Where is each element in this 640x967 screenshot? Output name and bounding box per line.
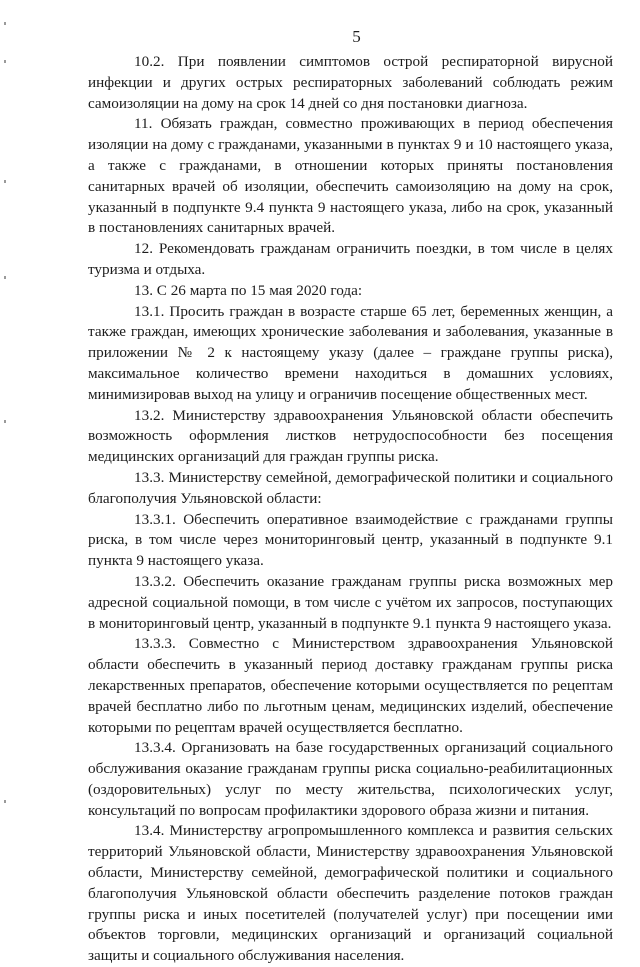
scan-mark xyxy=(4,276,6,279)
page-number: 5 xyxy=(352,27,361,46)
document-page xyxy=(88,26,613,967)
paragraph-11: 11. Обязать граждан, совместно проживающих в период обеспечения изоляции на дому с гражданами, указанными в пунктах 9 и 10 настоящего указа, а также с гражданами, в отношении которых приняты постановления санитарных врачей об изоляции, обеспечить самоизоляцию на дому на срок, указанный в подпункте 9.4 пункта 9 настоящего указа, либо на срок, указанный в постановлениях санитарных врачей. xyxy=(88,115,613,237)
paragraph-13-4: 13.4. Министерству агропромышленного комплекса и развития сельских территорий Ульяновской области, Министерству здравоохранения Ульяновской области, Министерству семейной, демографической политики и социального благополучия Ульяновской области обеспечить разделение потоков граждан группы риска и иных посетителей (получателей услуг) при посещении ими объектов торговли, медицинских организаций и организаций социальной защиты и социального обслуживания населения. xyxy=(88,822,613,965)
scan-mark xyxy=(4,22,6,25)
paragraph-12: 12. Рекомендовать гражданам ограничить поездки, в том числе в целях туризма и отдыха. xyxy=(88,240,613,278)
scan-mark xyxy=(4,180,6,183)
paragraph-13-3-2: 13.3.2. Обеспечить оказание гражданам группы риска возможных мер адресной социальной помощи, в том числе с учётом их запросов, поступающих в мониторинговый центр, указанный в подпункте 9.1 пункта 9 настоящего указа. xyxy=(88,572,613,632)
paragraph-10-2: 10.2. При появлении симптомов острой респираторной вирусной инфекции и других острых респираторных заболеваний соблюдать режим самоизоляции на дому на срок 14 дней со дня постановки диагноза. xyxy=(88,53,613,112)
paragraph-13-2: 13.2. Министерству здравоохранения Ульяновской области обеспечить возможность оформления листков нетрудоспособности без посещения медицинских организаций для граждан группы риска. xyxy=(88,406,613,466)
paragraph-13-3: 13.3. Министерству семейной, демографической политики и социального благополучия Ульяновской области: xyxy=(88,468,613,507)
paragraph-13-3-3: 13.3.3. Совместно с Министерством здравоохранения Ульяновской области обеспечить в указанный период доставку гражданам группы риска лекарственных препаратов, обеспечение которыми осуществляется по рецептам врачей бесплатно либо по льготным ценам, медицинских изделий, обеспечение которыми по рецептам врачей осуществляется бесплатно. xyxy=(88,635,613,736)
scan-mark xyxy=(4,60,6,63)
paragraph-13-1: 13.1. Просить граждан в возрасте старше 65 лет, беременных женщин, а также граждан, имеющих хронические заболевания и заболевания, указанные в приложении № 2 к настоящему указу (далее – граждане группы риска), максимальное количество времени находиться в домашних условиях, минимизировав выход на улицу и ограничив посещение общественных мест. xyxy=(88,302,613,403)
paragraph-13: 13. С 26 марта по 15 мая 2020 года: xyxy=(134,281,363,299)
paragraph-13-3-4: 13.3.4. Организовать на базе государственных организаций социального обслуживания оказание гражданам группы риска социально-реабилитационных (оздоровительных) услуг по месту жительства, психологических услуг, консультаций по вопросам профилактики здорового образа жизни и питания. xyxy=(88,739,613,819)
scan-mark xyxy=(4,420,6,423)
paragraph-13-3-1: 13.3.1. Обеспечить оперативное взаимодействие с гражданами группы риска, в том числе через мониторинговый центр, указанный в подпункте 9.1 пункта 9 настоящего указа. xyxy=(88,510,613,570)
scan-mark xyxy=(4,800,6,803)
